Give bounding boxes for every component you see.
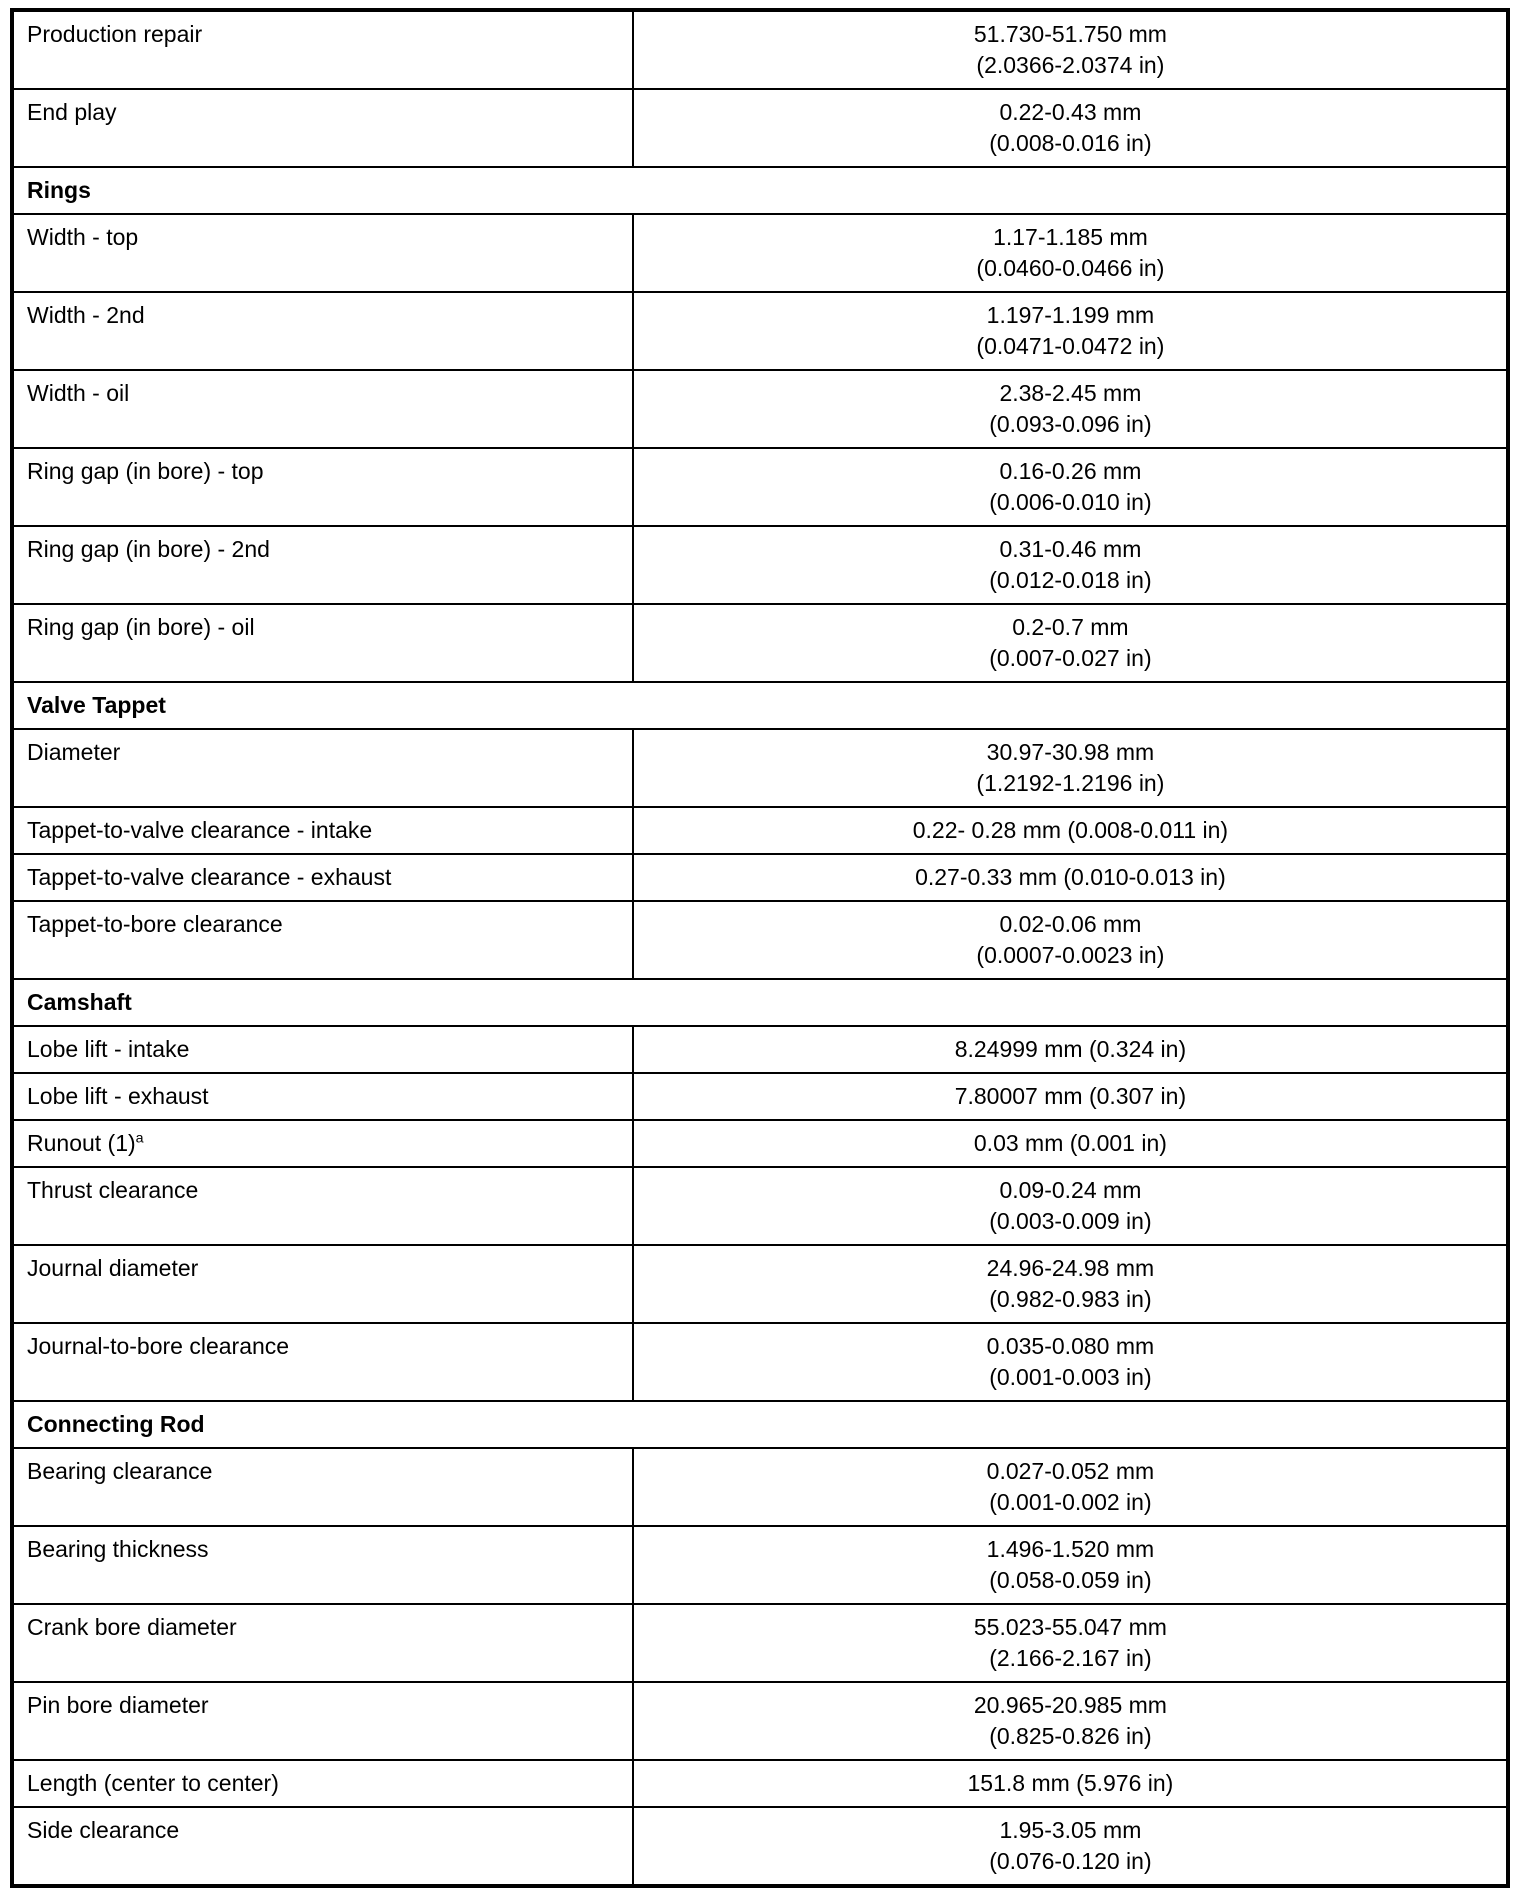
spec-name: Ring gap (in bore) - oil xyxy=(27,614,255,640)
spec-value-line: 20.965-20.985 mm xyxy=(973,1692,1167,1718)
spec-value-line: 0.22-0.43 mm xyxy=(999,99,1142,125)
spec-name-cell xyxy=(12,1682,633,1760)
spec-name-cell xyxy=(12,292,633,370)
spec-name: Width - top xyxy=(27,224,139,250)
spec-value-line: 0.16-0.26 mm xyxy=(999,458,1142,484)
spec-name: Runout (1) xyxy=(27,1130,136,1156)
footnote-marker: a xyxy=(135,1130,144,1147)
spec-value-line: 0.09-0.24 mm xyxy=(999,1177,1142,1203)
spec-value-line: 0.027-0.052 mm xyxy=(986,1458,1155,1484)
spec-row xyxy=(12,1526,1508,1604)
spec-value-cell xyxy=(633,1682,1508,1760)
spec-value-cell xyxy=(633,1073,1508,1120)
spec-name: Journal diameter xyxy=(27,1255,199,1281)
section-header: Camshaft xyxy=(12,979,1508,1026)
spec-value-cell xyxy=(633,1120,1508,1167)
spec-value-cell xyxy=(633,1448,1508,1526)
spec-value-line: (1.2192-1.2196 in) xyxy=(976,770,1165,796)
section-row xyxy=(12,682,1508,729)
spec-row xyxy=(12,604,1508,682)
spec-row xyxy=(12,1167,1508,1245)
spec-row xyxy=(12,10,1508,89)
spec-name-cell xyxy=(12,1167,633,1245)
spec-name-cell xyxy=(12,901,633,979)
spec-value-line: 0.27-0.33 mm (0.010-0.013 in) xyxy=(915,864,1226,890)
spec-value-line: 0.22- 0.28 mm (0.008-0.011 in) xyxy=(912,817,1229,843)
spec-value-line: (0.0471-0.0472 in) xyxy=(976,333,1165,359)
spec-value-line: (0.0007-0.0023 in) xyxy=(976,942,1165,968)
spec-name: Lobe lift - intake xyxy=(27,1036,190,1062)
spec-value-line: (0.012-0.018 in) xyxy=(989,567,1152,593)
spec-row xyxy=(12,1682,1508,1760)
spec-name: Lobe lift - exhaust xyxy=(27,1083,209,1109)
spec-name-cell xyxy=(12,448,633,526)
spec-name-cell xyxy=(12,1120,633,1167)
spec-value-line: (0.006-0.010 in) xyxy=(989,489,1152,515)
spec-name-cell xyxy=(12,526,633,604)
specifications-table-body xyxy=(12,10,1508,1886)
spec-value-cell xyxy=(633,448,1508,526)
spec-value-line: 2.38-2.45 mm xyxy=(999,380,1142,406)
spec-row xyxy=(12,901,1508,979)
spec-name-cell xyxy=(12,1760,633,1807)
spec-value-line: (0.001-0.002 in) xyxy=(989,1489,1152,1515)
spec-row xyxy=(12,1120,1508,1167)
spec-name-cell xyxy=(12,854,633,901)
spec-name: Crank bore diameter xyxy=(27,1614,237,1640)
spec-value-line: (0.825-0.826 in) xyxy=(989,1723,1152,1749)
spec-value-cell xyxy=(633,370,1508,448)
spec-value-line: 8.24999 mm (0.324 in) xyxy=(954,1036,1187,1062)
spec-row xyxy=(12,89,1508,167)
spec-row xyxy=(12,214,1508,292)
spec-row xyxy=(12,729,1508,807)
spec-value-cell xyxy=(633,292,1508,370)
spec-value-line: 51.730-51.750 mm xyxy=(973,21,1167,47)
spec-value-line: (0.058-0.059 in) xyxy=(989,1567,1152,1593)
spec-name-cell xyxy=(12,10,633,89)
spec-value-cell xyxy=(633,1245,1508,1323)
spec-name: Bearing thickness xyxy=(27,1536,209,1562)
section-row xyxy=(12,979,1508,1026)
section-header: Connecting Rod xyxy=(12,1401,1508,1448)
spec-value-cell xyxy=(633,89,1508,167)
spec-value-cell xyxy=(633,10,1508,89)
spec-name-cell xyxy=(12,729,633,807)
spec-name: Side clearance xyxy=(27,1817,180,1843)
spec-value-line: (0.008-0.016 in) xyxy=(989,130,1152,156)
spec-name: Production repair xyxy=(27,21,203,47)
spec-value-line: 7.80007 mm (0.307 in) xyxy=(954,1083,1187,1109)
spec-value-line: 1.197-1.199 mm xyxy=(986,302,1155,328)
section-header: Rings xyxy=(12,167,1508,214)
spec-row xyxy=(12,1073,1508,1120)
spec-row xyxy=(12,854,1508,901)
spec-row xyxy=(12,807,1508,854)
spec-name-cell xyxy=(12,1245,633,1323)
spec-value-line: 0.035-0.080 mm xyxy=(986,1333,1155,1359)
spec-value-line: 1.95-3.05 mm xyxy=(999,1817,1142,1843)
spec-value-cell xyxy=(633,1167,1508,1245)
spec-value-line: (0.0460-0.0466 in) xyxy=(976,255,1165,281)
spec-value-cell xyxy=(633,1323,1508,1401)
spec-value-line: (0.001-0.003 in) xyxy=(989,1364,1152,1390)
spec-value-line: 30.97-30.98 mm xyxy=(986,739,1155,765)
spec-name-cell xyxy=(12,807,633,854)
spec-value-cell xyxy=(633,604,1508,682)
spec-name-cell xyxy=(12,1026,633,1073)
spec-value-line: 0.02-0.06 mm xyxy=(999,911,1142,937)
spec-value-line: (0.093-0.096 in) xyxy=(989,411,1152,437)
spec-row xyxy=(12,1026,1508,1073)
spec-value-line: 0.03 mm (0.001 in) xyxy=(973,1130,1167,1156)
spec-name: Journal-to-bore clearance xyxy=(27,1333,290,1359)
spec-value-line: 24.96-24.98 mm xyxy=(986,1255,1155,1281)
spec-value-cell xyxy=(633,729,1508,807)
spec-value-line: 55.023-55.047 mm xyxy=(973,1614,1167,1640)
spec-name: Width - oil xyxy=(27,380,130,406)
spec-name-cell xyxy=(12,89,633,167)
spec-value-line: (0.076-0.120 in) xyxy=(989,1848,1152,1874)
spec-name-cell xyxy=(12,1807,633,1886)
spec-row xyxy=(12,1448,1508,1526)
spec-value-line: (0.007-0.027 in) xyxy=(989,645,1152,671)
section-header: Valve Tappet xyxy=(12,682,1508,729)
spec-value-line: (2.0366-2.0374 in) xyxy=(976,52,1165,78)
spec-value-line: 1.496-1.520 mm xyxy=(986,1536,1155,1562)
section-row xyxy=(12,167,1508,214)
spec-value-cell xyxy=(633,214,1508,292)
spec-value-cell xyxy=(633,1760,1508,1807)
spec-name-cell xyxy=(12,1073,633,1120)
spec-name: Pin bore diameter xyxy=(27,1692,209,1718)
spec-row xyxy=(12,1604,1508,1682)
spec-name-cell xyxy=(12,370,633,448)
spec-value-line: (0.003-0.009 in) xyxy=(989,1208,1152,1234)
spec-row xyxy=(12,1245,1508,1323)
spec-name: Tappet-to-bore clearance xyxy=(27,911,283,937)
spec-row xyxy=(12,292,1508,370)
spec-row xyxy=(12,448,1508,526)
spec-value-cell xyxy=(633,1604,1508,1682)
spec-name-cell xyxy=(12,1604,633,1682)
spec-row xyxy=(12,1760,1508,1807)
spec-name: Ring gap (in bore) - 2nd xyxy=(27,536,270,562)
spec-value-cell xyxy=(633,1807,1508,1886)
spec-row xyxy=(12,370,1508,448)
section-row xyxy=(12,1401,1508,1448)
spec-value-cell xyxy=(633,1026,1508,1073)
spec-value-line: (0.982-0.983 in) xyxy=(989,1286,1152,1312)
spec-name: Ring gap (in bore) - top xyxy=(27,458,264,484)
spec-name-cell xyxy=(12,1323,633,1401)
specifications-table xyxy=(10,8,1510,1888)
spec-value-cell xyxy=(633,854,1508,901)
spec-name: Length (center to center) xyxy=(27,1770,279,1796)
spec-value-cell xyxy=(633,901,1508,979)
spec-value-line: 0.2-0.7 mm xyxy=(1012,614,1129,640)
spec-row xyxy=(12,1807,1508,1886)
spec-value-cell xyxy=(633,1526,1508,1604)
spec-name: Bearing clearance xyxy=(27,1458,213,1484)
spec-row xyxy=(12,1323,1508,1401)
spec-value-cell xyxy=(633,807,1508,854)
spec-name-cell xyxy=(12,1448,633,1526)
spec-value-line: 151.8 mm (5.976 in) xyxy=(967,1770,1174,1796)
spec-name: End play xyxy=(27,99,117,125)
spec-value-cell xyxy=(633,526,1508,604)
spec-name-cell xyxy=(12,1526,633,1604)
spec-name: Width - 2nd xyxy=(27,302,145,328)
spec-name: Thrust clearance xyxy=(27,1177,199,1203)
spec-name: Diameter xyxy=(27,739,121,765)
spec-value-line: 1.17-1.185 mm xyxy=(993,224,1148,250)
spec-name: Tappet-to-valve clearance - exhaust xyxy=(27,864,392,890)
spec-value-line: 0.31-0.46 mm xyxy=(999,536,1142,562)
spec-name-cell xyxy=(12,214,633,292)
spec-name: Tappet-to-valve clearance - intake xyxy=(27,817,373,843)
spec-value-line: (2.166-2.167 in) xyxy=(989,1645,1152,1671)
spec-row xyxy=(12,526,1508,604)
spec-name-cell xyxy=(12,604,633,682)
